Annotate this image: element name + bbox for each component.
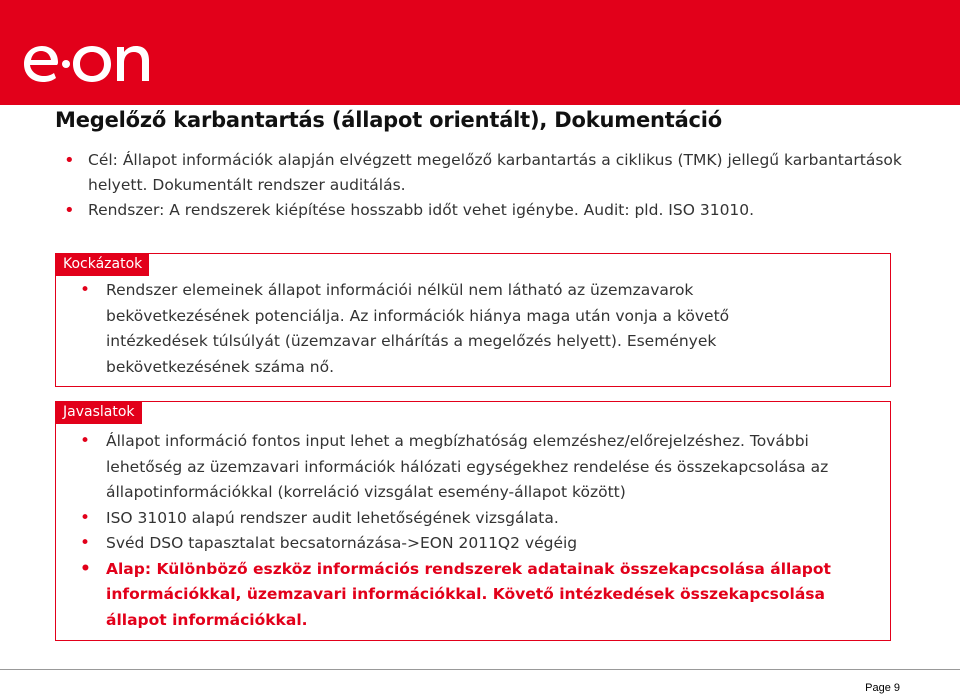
- risks-box: [55, 253, 891, 387]
- recommendation-item: • ISO 31010 alapú rendszer audit lehetőségének vizsgálata.: [78, 506, 878, 532]
- recommendations-box: [55, 401, 891, 641]
- intro-list: [62, 148, 922, 223]
- brand-header-bar: [0, 0, 960, 105]
- footer-divider: [0, 669, 960, 670]
- eon-logo: [22, 36, 152, 84]
- recommendations-label: Javaslatok: [56, 402, 142, 424]
- slide-title: Megelőző karbantartás (állapot orientált), Dokumentáció: [55, 108, 723, 132]
- recommendations-list: [78, 429, 878, 633]
- risks-label: Kockázatok: [56, 254, 149, 276]
- recommendation-item-highlight: • Alap: Különböző eszköz információs rendszerek adatainak összekapcsolása állapot információkkal, üzemzavari információkkal. Követő intézkedések összekapcsolása állapot információkkal.: [78, 557, 878, 634]
- intro-item-goal: • Cél: Állapot információk alapján elvégzett megelőző karbantartás a ciklikus (TMK) jellegű karbantartások helyett. Dokumentált rendszer auditálás.: [62, 148, 922, 198]
- recommendation-item: • Svéd DSO tapasztalat becsatornázása->EON 2011Q2 végéig: [78, 531, 878, 557]
- intro-item-system: • Rendszer: A rendszerek kiépítése hosszabb időt vehet igénybe. Audit: pld. ISO 31010.: [62, 198, 922, 223]
- risk-item: • Rendszer elemeinek állapot információi nélkül nem látható az üzemzavarok bekövetkezésének potenciálja. Az információk hiánya maga után vonja a követő intézkedések túlsúlyát (üzemzavar elhárítás a megelőzés helyett). Események bekövetkezésének száma nő.: [78, 278, 778, 380]
- risks-list: [78, 278, 778, 380]
- recommendation-item: • Állapot információ fontos input lehet a megbízhatóság elemzéshez/előrejelzéshez. További lehetőség az üzemzavari információk hálózati egységekhez rendelése és összekapcsolása az állapotinformációkkal (korreláció vizsgálat esemény-állapot között): [78, 429, 878, 506]
- page-number: Page 9: [865, 682, 900, 694]
